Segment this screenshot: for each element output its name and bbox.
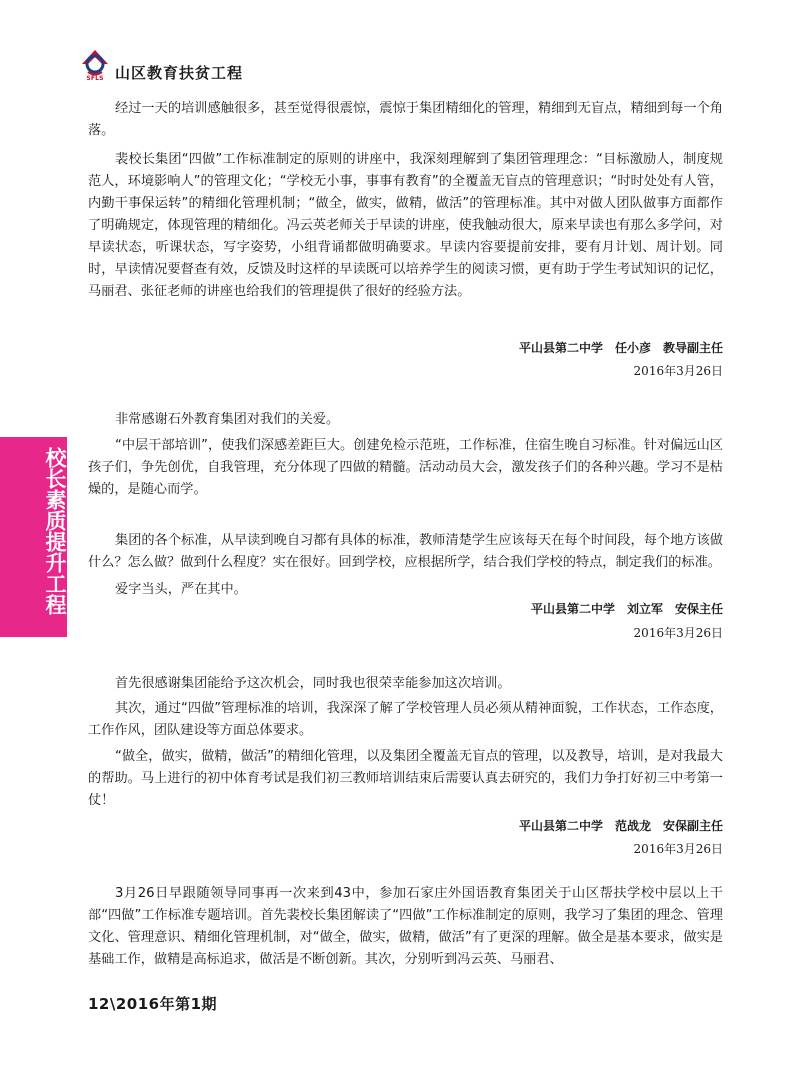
- entry-3-signature: 平山县第二中学 范战龙 安保副主任: [518, 819, 723, 833]
- entry-1-date: 2016年3月26日: [633, 364, 723, 378]
- entry-3-date: 2016年3月26日: [633, 842, 723, 856]
- school-logo-icon: [78, 48, 112, 82]
- logo-text: SFLS: [86, 75, 104, 82]
- header-title: 山区教育扶贫工程: [115, 64, 244, 82]
- entry-3-paragraph-2: 其次，通过“四做”管理标准的培训，我深深了解了学校管理人员必须从精神面貌，工作状态，工作态度，工作作风，团队建设等方面总体要求。: [88, 701, 723, 738]
- entry-2-paragraph-3: 集团的各个标准，从早读到晚自习都有具体的标准，教师清楚学生应该每天在每个时间段，每个地方该做什么？怎么做？做到什么程度？实在很好。回到学校，应根据所学，结合我们学校的特点，制定我们的标准。: [88, 533, 723, 570]
- entry-3-paragraph-1: 首先很感谢集团能给予这次机会，同时我也很荣幸能参加这次培训。: [115, 676, 511, 691]
- entry-1-signature: 平山县第二中学 任小彦 教导副主任: [518, 341, 723, 355]
- side-section-tab: [0, 437, 67, 637]
- entry-2-paragraph-4: 爱字当头，严在其中。: [115, 582, 247, 597]
- entry-2-paragraph-2: “中层干部培训”，使我们深感差距巨大。创建免检示范班，工作标准，住宿生晚自习标准。针对偏远山区孩子们，争先创优，自我管理，充分体现了四做的精髓。活动动员大会，激发孩子们的各种兴趣。学习不是枯燥的，是随心而学。: [88, 438, 723, 497]
- entry-4-paragraph-1: 3月26日早跟随领导同事再一次来到43中，参加石家庄外国语教育集团关于山区帮扶学校中层以上干部“四做”工作标准专题培训。首先裴校长集团解读了“四做”工作标准制定的原则，我学习了集团的理念、管理文化、管理意识、精细化管理机制，对“做全，做实，做精，做活”有了更深的理解。做全是基本要求，做实是基础工作，做精是高标追求，做活是不断创新。其次，分别听到冯云英、马丽君、: [88, 886, 723, 967]
- entry-2-date: 2016年3月26日: [633, 626, 723, 640]
- entry-1-paragraph-1: 经过一天的培训感触很多，甚至觉得很震惊，震惊于集团精细化的管理，精细到无盲点，精细到每一个角落。: [88, 101, 723, 138]
- page-header: [78, 48, 738, 88]
- entry-2-signature: 平山县第二中学 刘立军 安保主任: [530, 602, 723, 616]
- page-number-issue: 12\2016年第1期: [88, 995, 218, 1013]
- entry-1-paragraph-2: 裴校长集团“四做”工作标准制定的原则的讲座中，我深刻理解到了集团管理理念：“目标激励人，制度规范人，环境影响人”的管理文化；“学校无小事，事事有教育”的全覆盖无盲点的管理意识；“时时处处有人管，内勤干事保运转”的精细化管理机制；“做全，做实，做精，做活”的管理标准。其中对做人团队做事方面都作了明确规定，体现管理的精细化。冯云英老师关于早读的讲座，使我触动很大，原来早读也有那么多学问，对早读状态，听课状态，写字姿势，小组背诵都做明确要求。早读内容要提前安排，要有月计划、周计划。同时，早读情况要督查有效，反馈及时这样的早读既可以培养学生的阅读习惯，更有助于学生考试知识的记忆，马丽君、张征老师的讲座也给我们的管理提供了很好的经验方法。: [88, 152, 723, 299]
- side-tab-label: 校长素质提升工程: [43, 447, 67, 615]
- entry-3-paragraph-3: “做全，做实，做精，做活”的精细化管理，以及集团全覆盖无盲点的管理，以及教导，培训，是对我最大的帮助。马上进行的初中体育考试是我们初三教师培训结束后需要认真去研究的，我们力争打好初三中考第一仗！: [88, 749, 723, 808]
- entry-2-paragraph-1: 非常感谢石外教育集团对我们的关爱。: [115, 412, 340, 427]
